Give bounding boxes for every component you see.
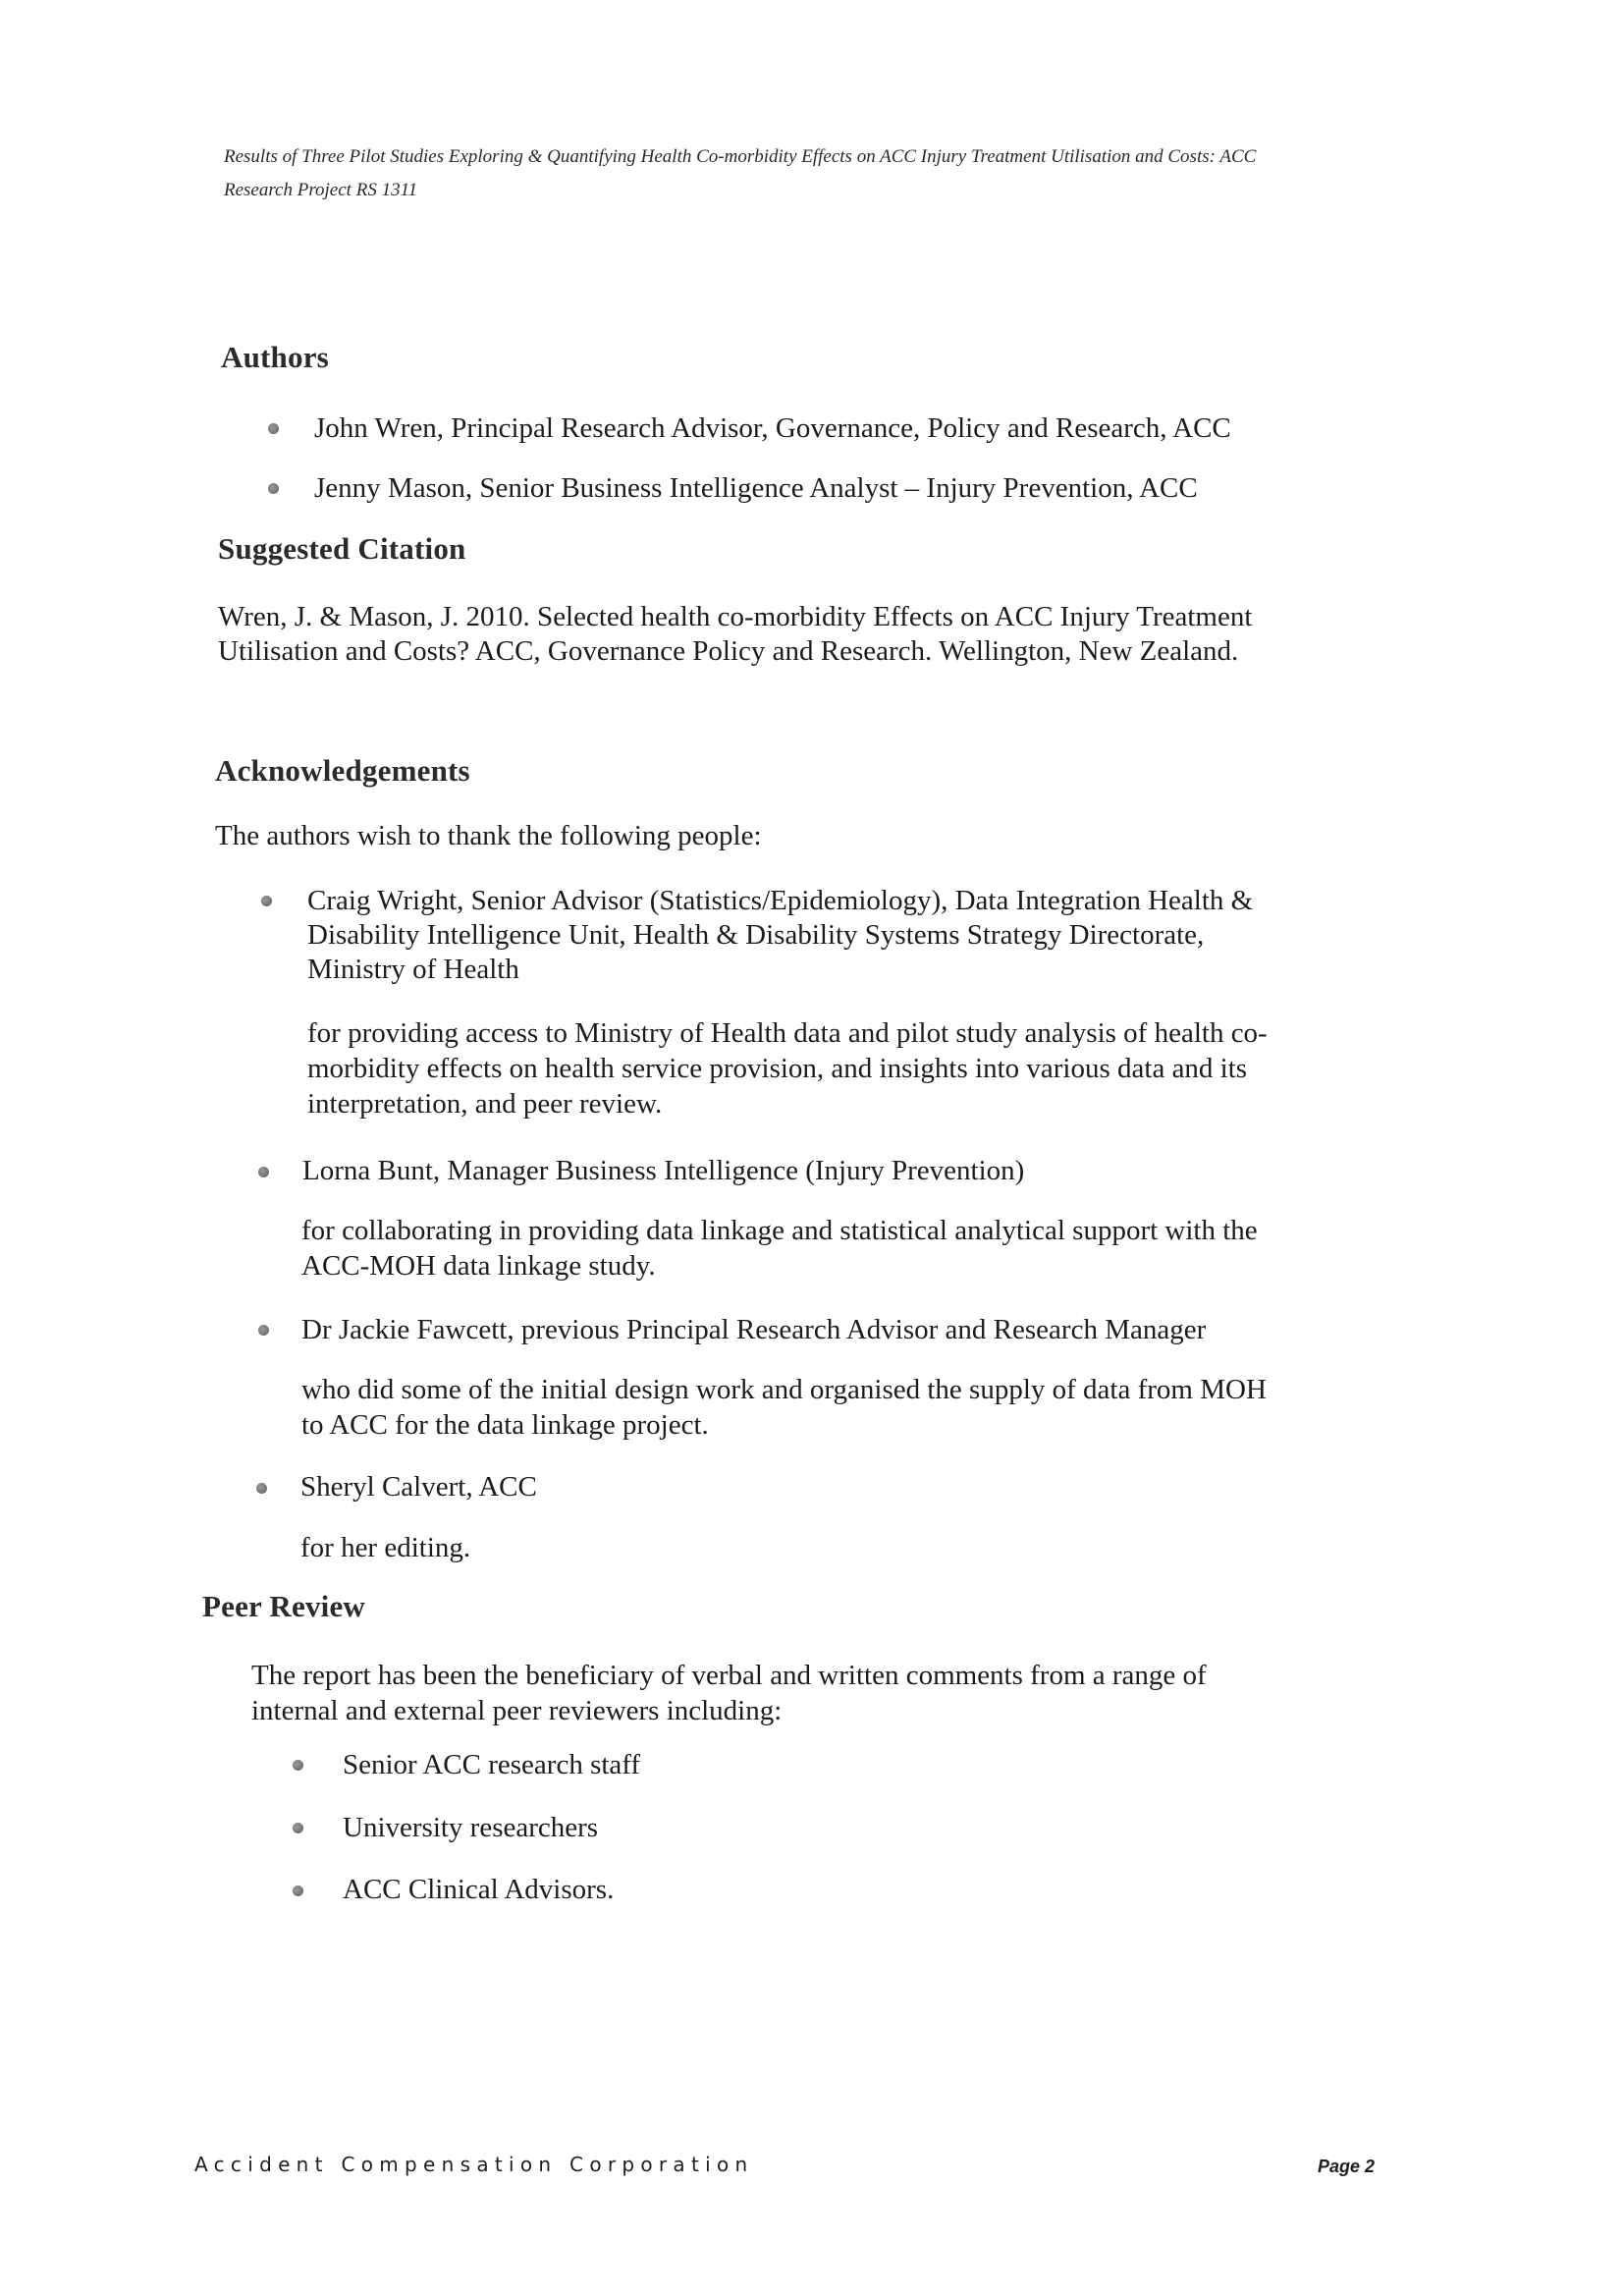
ack-reason-line: for her editing. [300,1532,471,1563]
running-header-line-2: Research Project RS 1311 [224,180,418,200]
peer-review-item: ACC Clinical Advisors. [343,1874,615,1905]
bullet-icon [293,1886,303,1896]
footer-organization: Accident Compensation Corporation [194,2153,754,2176]
bullet-icon [261,896,272,906]
ack-name-line: Disability Intelligence Unit, Health & Disability Systems Strategy Directorate, [307,919,1205,951]
ack-reason-line: who did some of the initial design work and organised the supply of data from MOH [301,1374,1267,1405]
peer-review-item: Senior ACC research staff [343,1749,641,1780]
ack-reason-line: for providing access to Ministry of Health data and pilot study analysis of health co- [307,1017,1268,1049]
ack-name-line: Sheryl Calvert, ACC [300,1471,537,1503]
ack-reason-line: interpretation, and peer review. [307,1088,663,1120]
citation-line: Wren, J. & Mason, J. 2010. Selected health co-morbidity Effects on ACC Injury Treatment [218,601,1253,632]
ack-reason-line: for collaborating in providing data linkage and statistical analytical support with the [301,1215,1258,1246]
peer-review-heading: Peer Review [202,1589,366,1623]
ack-name-line: Ministry of Health [307,954,519,985]
ack-reason-line: ACC-MOH data linkage study. [301,1250,656,1282]
bullet-icon [293,1760,303,1771]
peer-review-intro-line: The report has been the beneficiary of verbal and written comments from a range of [251,1660,1207,1691]
acknowledgements-intro: The authors wish to thank the following people: [215,820,762,851]
peer-review-intro-line: internal and external peer reviewers including: [251,1695,783,1726]
running-header [224,140,1256,207]
running-header-line-1: Results of Three Pilot Studies Exploring & Quantifying Health Co-morbidity Effects on ACC Injury Treatment Utilisation and Costs: ACC [224,146,1257,167]
bullet-icon [256,1483,267,1494]
author-item: Jenny Mason, Senior Business Intelligence Analyst – Injury Prevention, ACC [314,472,1198,504]
bullet-icon [258,1167,269,1177]
author-item: John Wren, Principal Research Advisor, Governance, Policy and Research, ACC [314,412,1231,444]
ack-name-line: Craig Wright, Senior Advisor (Statistics/Epidemiology), Data Integration Health & [307,885,1254,916]
bullet-icon [258,1325,269,1336]
page-number: Page 2 [1318,2157,1376,2176]
citation-heading: Suggested Citation [218,531,466,566]
ack-reason-line: morbidity effects on health service provision, and insights into various data and its [307,1053,1248,1084]
bullet-icon [268,483,279,494]
acknowledgements-heading: Acknowledgements [215,753,470,788]
authors-heading: Authors [221,340,329,374]
ack-name-line: Lorna Bunt, Manager Business Intelligence (Injury Prevention) [302,1155,1025,1186]
bullet-icon [293,1823,303,1833]
bullet-icon [268,423,279,434]
ack-name-line: Dr Jackie Fawcett, previous Principal Research Advisor and Research Manager [301,1314,1207,1345]
peer-review-item: University researchers [343,1812,599,1843]
citation-line: Utilisation and Costs? ACC, Governance Policy and Research. Wellington, New Zealand. [218,635,1239,667]
ack-reason-line: to ACC for the data linkage project. [301,1409,709,1441]
